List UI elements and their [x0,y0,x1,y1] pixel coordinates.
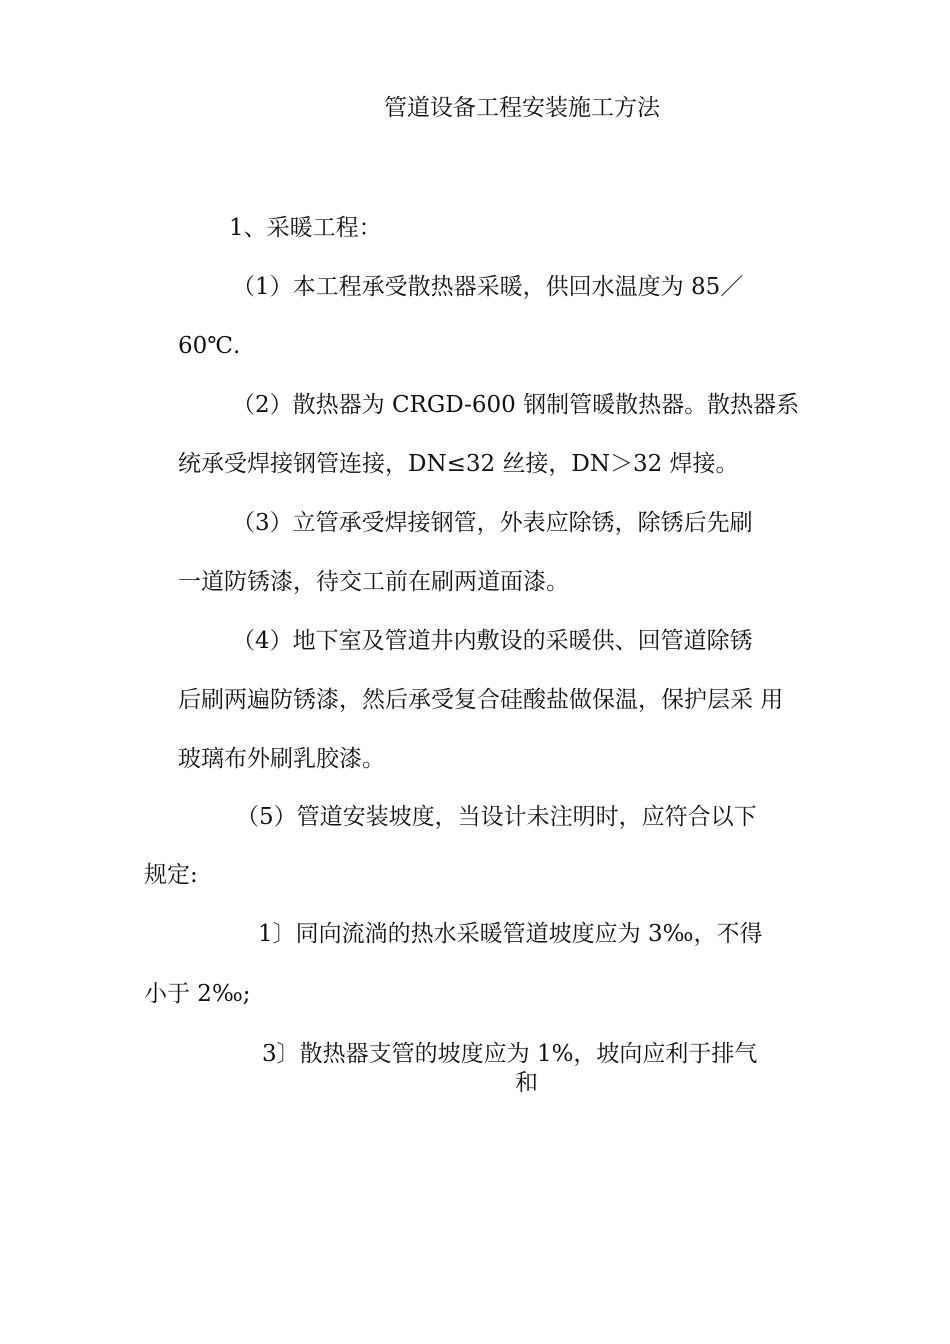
rule-1-line-1: 1〕同向流淌的热水采暖管道坡度应为 3‰，不得 [258,921,763,947]
paragraph-1-line-1: （1）本工程承受散热器采暖，供回水温度为 85／ [232,274,744,300]
section-heading-heating: 1、采暖工程： [229,215,382,241]
paragraph-3-line-2: 一道防锈漆，待交工前在刷两道面漆。 [178,569,569,595]
paragraph-5-line-1: （5）管道安装坡度，当设计未注明时，应符合以下 [236,804,757,830]
document-title: 管道设备工程安装施工方法 [384,95,660,121]
rule-3-line-2: 和 [515,1070,538,1096]
rule-1-line-2: 小于 2‰; [144,981,251,1007]
paragraph-1-line-2: 60℃. [178,333,241,359]
paragraph-2-line-1: （2）散热器为 CRGD-600 钢制管暖散热器。散热器系 [232,392,800,418]
paragraph-5-line-2: 规定: [144,862,198,888]
paragraph-2-line-2: 统承受焊接钢管连接，DN≤32 丝接，DN＞32 焊接。 [178,451,739,477]
paragraph-4-line-1: （4）地下室及管道井内敷设的采暖供、回管道除锈 [232,628,753,654]
paragraph-4-line-2: 后刷两遍防锈漆，然后承受复合硅酸盐做保温，保护层采 用 [178,687,784,713]
paragraph-3-line-1: （3）立管承受焊接钢管，外表应除锈，除锈后先刷 [232,510,753,536]
paragraph-4-line-3: 玻璃布外刷乳胶漆。 [178,746,385,772]
rule-3-line-1: 3〕散热器支管的坡度应为 1%，坡向应利于排气 [262,1041,758,1067]
